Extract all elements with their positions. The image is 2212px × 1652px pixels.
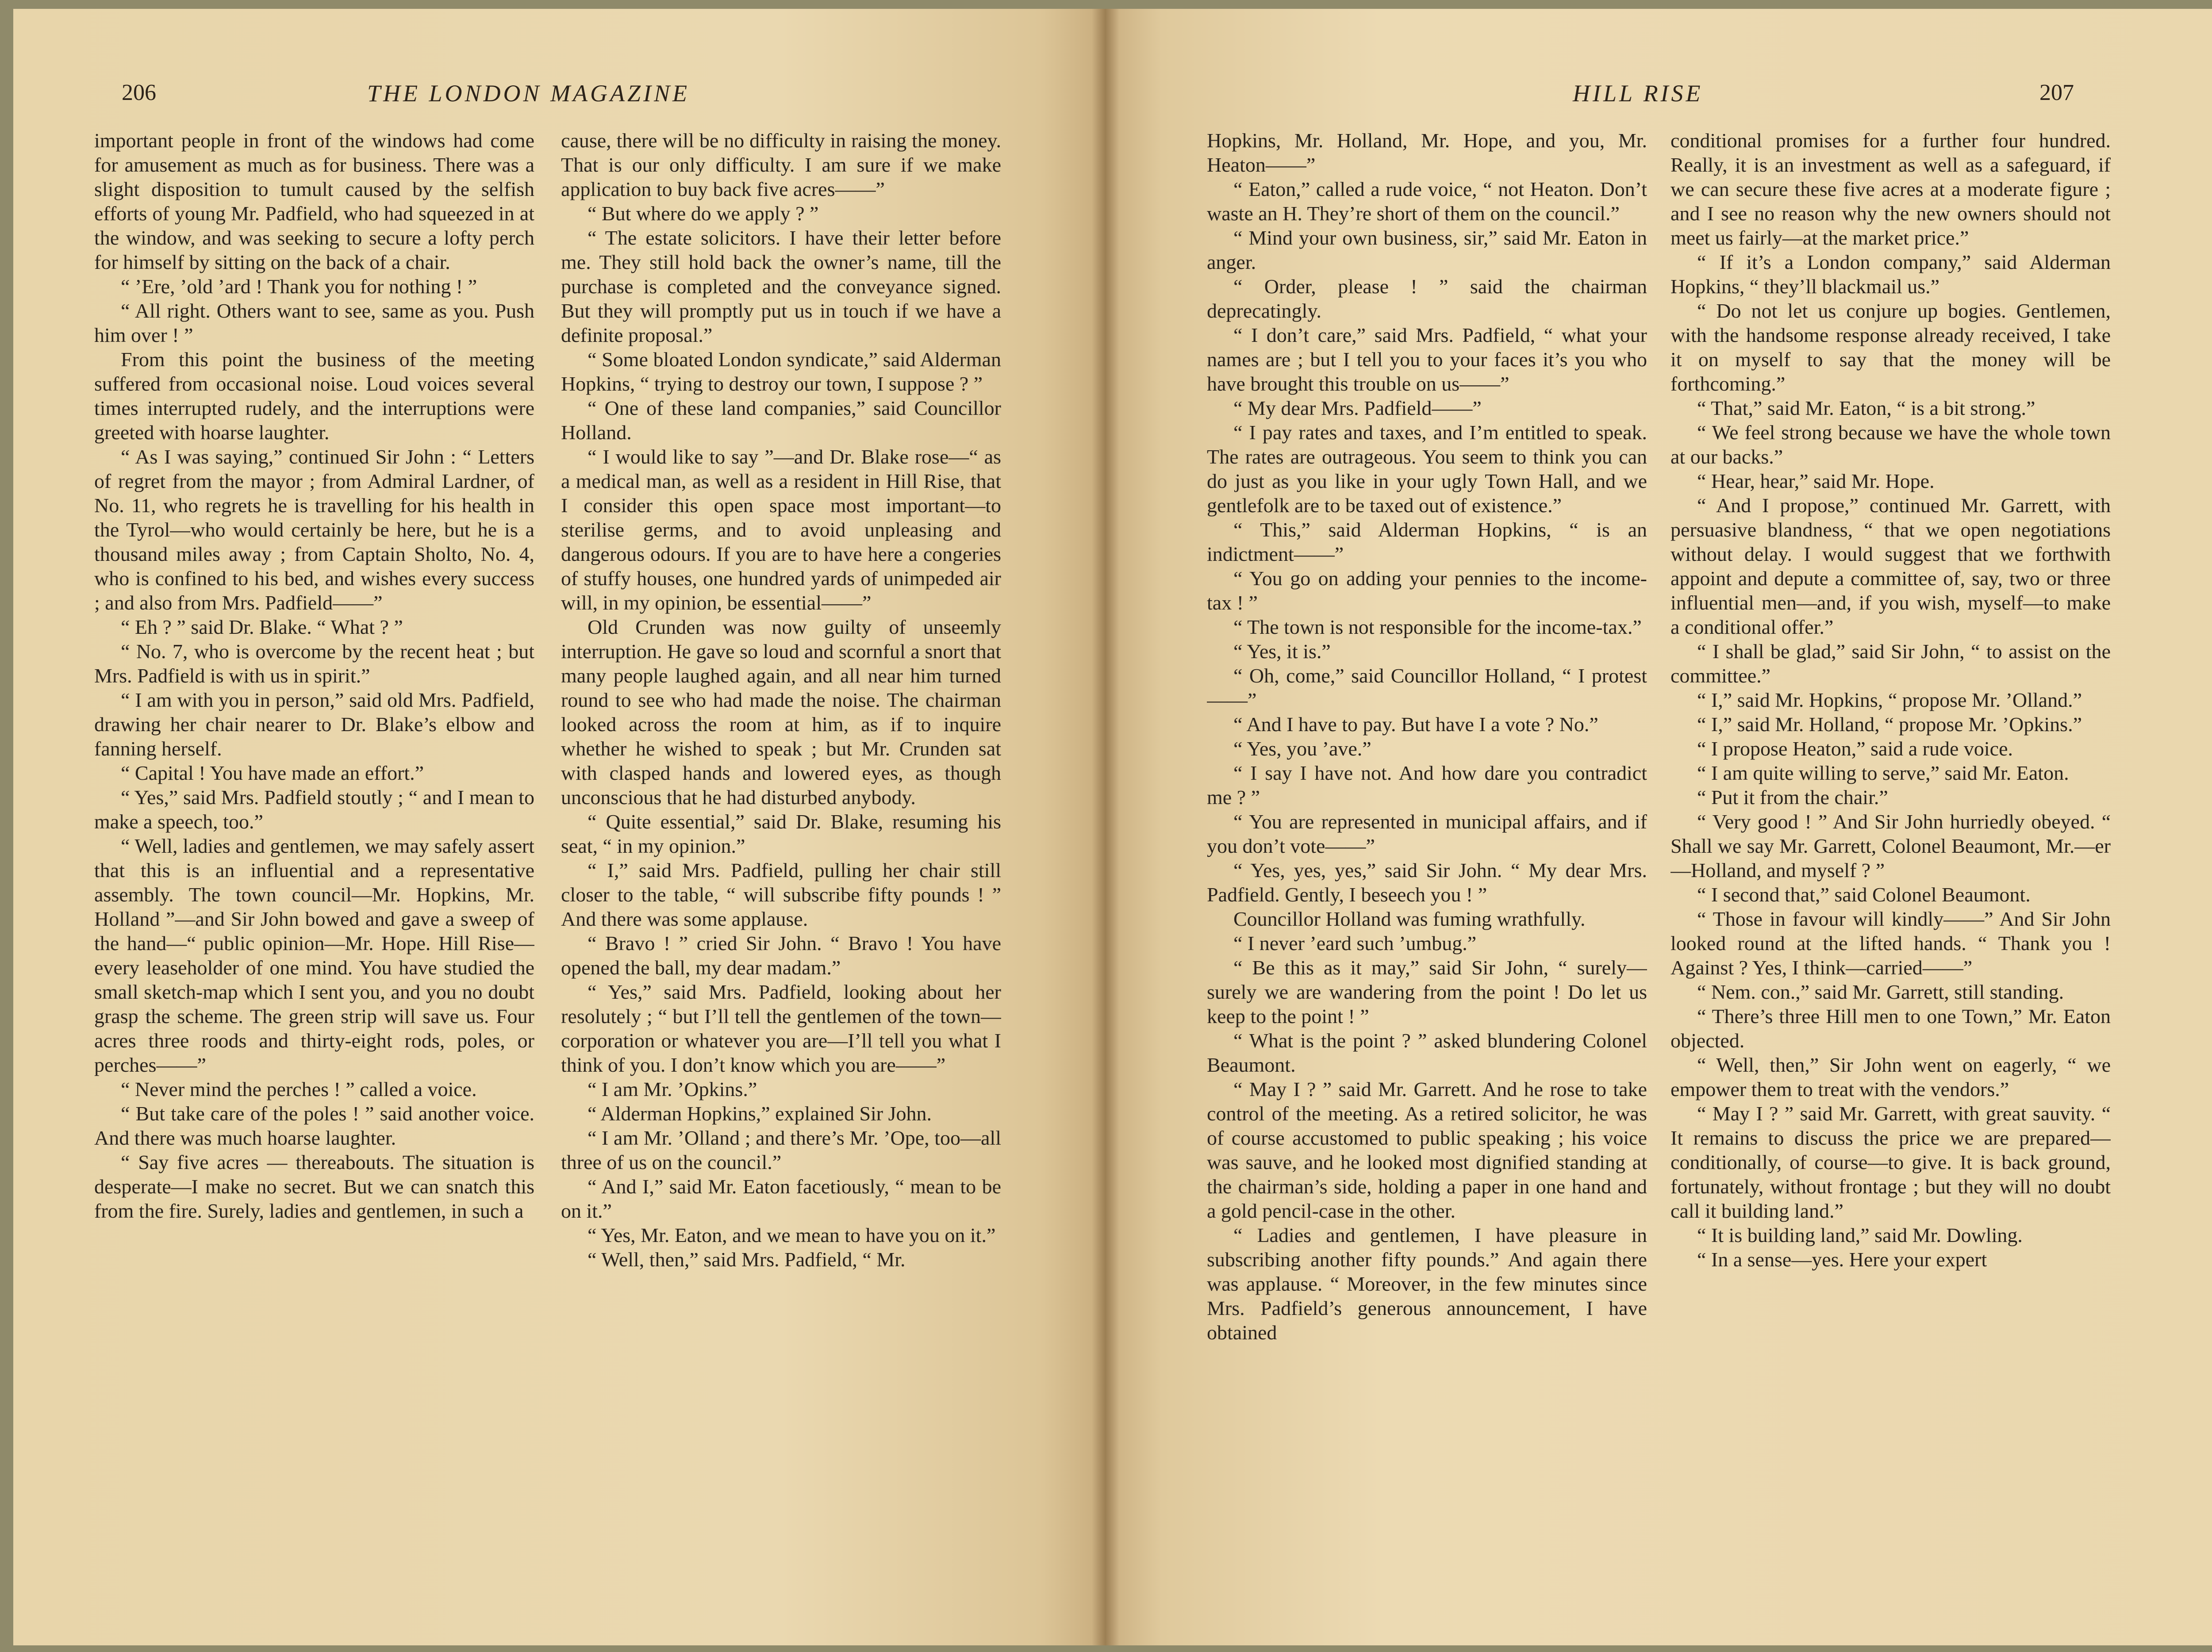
paragraph: “ May I ? ” said Mr. Garrett, with great sauvity. “ It remains to discuss the price we are prepared—conditionally, of course—to give. It is back ground, fortunately, without frontage ; but they will no doubt call it building land.”	[1671, 1102, 2111, 1222]
paragraph: “ I say I have not. And how dare you contradict me ? ”	[1207, 762, 1647, 809]
paragraph: “ There’s three Hill men to one Town,” Mr. Eaton objected.	[1671, 1005, 2111, 1052]
paragraph: “ Quite essential,” said Dr. Blake, resuming his seat, “ in my opinion.”	[561, 810, 1001, 857]
paragraph: “ Say five acres — thereabouts. The situation is desperate—I make no secret. But we can snatch this from the fire. Surely, ladies and gentlemen, in such a	[94, 1151, 534, 1222]
paragraph: “ Eh ? ” said Dr. Blake. “ What ? ”	[121, 616, 403, 638]
paragraph: “ And I propose,” continued Mr. Garrett, with persuasive blandness, “ that we open negotiations without delay. I would suggest that we forthwith appoint and depute a committee of, say, two or three influential men—and, if you wish, myself—to make a conditional offer.”	[1671, 494, 2111, 638]
paragraph: “ All right. Others want to see, same as you. Push him over ! ”	[94, 299, 534, 346]
left-column-1	[94, 128, 534, 1641]
paragraph: “ Hear, hear,” said Mr. Hope.	[1697, 470, 1935, 492]
paragraph: “ I am with you in person,” said old Mrs. Padfield, drawing her chair nearer to Dr. Blake’s elbow and fanning herself.	[94, 689, 534, 760]
paragraph: “ Order, please ! ” said the chairman deprecatingly.	[1207, 275, 1647, 322]
paragraph: “ Yes, yes, yes,” said Sir John. “ My dear Mrs. Padfield. Gently, I beseech you ! ”	[1207, 859, 1647, 906]
paragraph: “ I second that,” said Colonel Beaumont.	[1697, 883, 2031, 906]
paragraph: “ Ladies and gentlemen, I have pleasure in subscribing another fifty pounds.” And again there was applause. “ Moreover, in the few minutes since Mrs. Padfield’s generous announcement, I have obtained	[1207, 1224, 1647, 1344]
paragraph: “ Very good ! ” And Sir John hurriedly obeyed. “ Shall we say Mr. Garrett, Colonel Beaumont, Mr.—er—Holland, and myself ? ”	[1671, 810, 2111, 882]
paragraph: “ We feel strong because we have the whole town at our backs.”	[1671, 421, 2111, 468]
paragraph: “ One of these land companies,” said Councillor Holland.	[561, 397, 1001, 444]
right-running-head: HILL RISE	[1573, 80, 1703, 107]
paragraph: “ Put it from the chair.”	[1697, 786, 1888, 809]
paragraph: cause, there will be no difficulty in raising the money. That is our only difficulty. I am sure if we make application to buy back five acres——”	[561, 129, 1001, 200]
paragraph: “ I,” said Mr. Hopkins, “ propose Mr. ’Olland.”	[1697, 689, 2082, 711]
paragraph: conditional promises for a further four hundred. Really, it is an investment as well as a safeguard, if we can secure these five acres at a moderate figure ; and I see no reason why the new owners should not meet us fairly—at the market price.”	[1671, 129, 2111, 249]
paragraph: “ It is building land,” said Mr. Dowling.	[1697, 1224, 2023, 1246]
paragraph: “ But where do we apply ? ”	[588, 202, 819, 225]
paragraph: “ The town is not responsible for the income-tax.”	[1233, 616, 1642, 638]
paragraph: “ Mind your own business, sir,” said Mr. Eaton in anger.	[1207, 226, 1647, 273]
paragraph: “ I,” said Mr. Holland, “ propose Mr. ’Opkins.”	[1697, 713, 2082, 736]
right-column-1	[1207, 128, 1647, 1641]
paragraph: “ You are represented in municipal affairs, and if you don’t vote——”	[1207, 810, 1647, 857]
paragraph: “ I am quite willing to serve,” said Mr. Eaton.	[1697, 762, 2069, 784]
paragraph: “ I shall be glad,” said Sir John, “ to assist on the committee.”	[1671, 640, 2111, 687]
paragraph: “ As I was saying,” continued Sir John : “ Letters of regret from the mayor ; from Admiral Lardner, of No. 11, who regrets he is travelling for his health in the Tyrol—who would certainly be here, but he is a thousand miles away ; from Captain Sholto, No. 4, who is confined to his bed, and wishes every success ; and also from Mrs. Padfield——”	[94, 445, 534, 614]
paragraph: “ And I,” said Mr. Eaton facetiously, “ mean to be on it.”	[561, 1175, 1001, 1222]
paragraph: “ Be this as it may,” said Sir John, “ surely—surely we are wandering from the point ! Do let us keep to the point ! ”	[1207, 956, 1647, 1027]
paragraph: “ And I have to pay. But have I a vote ? No.”	[1233, 713, 1598, 736]
paragraph: “ That,” said Mr. Eaton, “ is a bit strong.”	[1697, 397, 2035, 419]
paragraph: “ I propose Heaton,” said a rude voice.	[1697, 737, 2013, 760]
paragraph: “ Well, then,” said Mrs. Padfield, “ Mr.	[588, 1248, 906, 1271]
left-page	[13, 9, 1106, 1645]
paragraph: Old Crunden was now guilty of unseemly interruption. He gave so loud and scornful a snort that many people laughed again, and all near him turned round to see who had made the noise. The chairman looked across the room at him, as if to inquire whether he wished to speak ; but Mr. Crunden sat with clasped hands and lowered eyes, as though unconscious that he had disturbed anybody.	[561, 616, 1001, 809]
paragraph: “ I am Mr. ’Olland ; and there’s Mr. ’Ope, too—all three of us on the council.”	[561, 1127, 1001, 1173]
paragraph: “ I,” said Mrs. Padfield, pulling her chair still closer to the table, “ will subscribe fifty pounds ! ” And there was some applause.	[561, 859, 1001, 930]
paragraph: “ No. 7, who is overcome by the recent heat ; but Mrs. Padfield is with us in spirit.”	[94, 640, 534, 687]
paragraph: important people in front of the windows had come for amusement as much as for business. There was a slight disposition to tumult caused by the selfish efforts of young Mr. Padfield, who had squeezed in at the window, and was seeking to secure a lofty perch for himself by sitting on the back of a chair.	[94, 129, 534, 273]
paragraph: “ Yes,” said Mrs. Padfield stoutly ; “ and I mean to make a speech, too.”	[94, 786, 534, 833]
paragraph: Hopkins, Mr. Holland, Mr. Hope, and you, Mr. Heaton——”	[1207, 129, 1647, 176]
right-page-number: 207	[2039, 80, 2074, 105]
paragraph: “ Nem. con.,” said Mr. Garrett, still standing.	[1697, 981, 2064, 1003]
paragraph: “ Yes, you ’ave.”	[1233, 737, 1371, 760]
right-column-2	[1671, 128, 2111, 1641]
paragraph: “ Eaton,” called a rude voice, “ not Heaton. Don’t waste an H. They’re short of them on the council.”	[1207, 178, 1647, 225]
paragraph: “ Oh, come,” said Councillor Holland, “ I protest——”	[1207, 664, 1647, 711]
paragraph: “ Yes, it is.”	[1233, 640, 1331, 663]
paragraph: “ I pay rates and taxes, and I’m entitled to speak. The rates are outrageous. You seem to think you can do just as you like in your ugly Town Hall, and we gentlefolk are to be taxed out of existence.”	[1207, 421, 1647, 517]
paragraph: “ This,” said Alderman Hopkins, “ is an indictment——”	[1207, 518, 1647, 565]
left-running-head: THE LONDON MAGAZINE	[367, 80, 690, 107]
right-page	[1106, 9, 2212, 1645]
paragraph: “ Those in favour will kindly——” And Sir John looked round at the lifted hands. “ Thank you ! Against ? Yes, I think—carried——”	[1671, 908, 2111, 979]
paragraph: “ I don’t care,” said Mrs. Padfield, “ what your names are ; but I tell you to your faces it’s you who have brought this trouble on us——”	[1207, 324, 1647, 395]
paragraph: “ Yes, Mr. Eaton, and we mean to have you on it.”	[588, 1224, 996, 1246]
left-column-2	[561, 128, 1001, 1641]
paragraph: “ I would like to say ”—and Dr. Blake rose—“ as a medical man, as well as a resident in Hill Rise, that I consider this open space most important—to sterilise germs, and to avoid unpleasing and dangerous odours. If you are to have here a congeries of stuffy houses, one hundred yards of unimpeded air will, in my opinion, be essential——”	[561, 445, 1001, 614]
paragraph: “ Well, ladies and gentlemen, we may safely assert that this is an influential and a representative assembly. The town council—Mr. Hopkins, Mr. Holland ”—and Sir John bowed and gave a sweep of the hand—“ public opinion—Mr. Hope. Hill Rise—every leaseholder of one mind. You have studied the small sketch-map which I sent you, and you no doubt grasp the scheme. The green strip will save us. Four acres three roods and thirty-eight rods, poles, or perches——”	[94, 835, 534, 1076]
paragraph: “ In a sense—yes. Here your expert	[1697, 1248, 1987, 1271]
paragraph: “ I am Mr. ’Opkins.”	[588, 1078, 757, 1100]
paragraph: “ Bravo ! ” cried Sir John. “ Bravo ! You have opened the ball, my dear madam.”	[561, 932, 1001, 979]
paragraph: “ But take care of the poles ! ” said another voice. And there was much hoarse laughter.	[94, 1102, 534, 1149]
paragraph: “ Well, then,” Sir John went on eagerly, “ we empower them to treat with the vendors.”	[1671, 1054, 2111, 1100]
paragraph: “ If it’s a London company,” said Alderman Hopkins, “ they’ll blackmail us.”	[1671, 251, 2111, 298]
paragraph: “ May I ? ” said Mr. Garrett. And he rose to take control of the meeting. As a retired solicitor, he was of course accustomed to public speaking ; his voice was sauve, and he looked most dignified standing at the chairman’s side, holding a paper in one hand and a gold pencil-case in the other.	[1207, 1078, 1647, 1222]
paragraph: “ Some bloated London syndicate,” said Alderman Hopkins, “ trying to destroy our town, I suppose ? ”	[561, 348, 1001, 395]
paragraph: “ The estate solicitors. I have their letter before me. They still hold back the owner’s name, till the purchase is completed and the conveyance signed. But they will promptly put us in touch if we have a definite proposal.”	[561, 226, 1001, 346]
paragraph: “ Capital ! You have made an effort.”	[121, 762, 424, 784]
paragraph: “ What is the point ? ” asked blundering Colonel Beaumont.	[1207, 1029, 1647, 1076]
paragraph: “ My dear Mrs. Padfield——”	[1233, 397, 1482, 419]
paragraph: Councillor Holland was fuming wrathfully.	[1233, 908, 1586, 930]
paragraph: “ Alderman Hopkins,” explained Sir John.	[588, 1102, 932, 1125]
paragraph: “ ’Ere, ’old ’ard ! Thank you for nothing ! ”	[121, 275, 477, 298]
left-page-number: 206	[122, 80, 156, 105]
page-gutter	[1092, 9, 1119, 1645]
paragraph: “ Do not let us conjure up bogies. Gentlemen, with the handsome response already received, I take it on myself to say that the money will be forthcoming.”	[1671, 299, 2111, 395]
paragraph: From this point the business of the meeting suffered from occasional noise. Loud voices several times interrupted rudely, and the interruptions were greeted with hoarse laughter.	[94, 348, 534, 444]
paragraph: “ Yes,” said Mrs. Padfield, looking about her resolutely ; “ but I’ll tell the gentlemen of the town—corporation or whatever you are—I’ll tell you what I think of you. I don’t know which you are——”	[561, 981, 1001, 1076]
paragraph: “ I never ’eard such ’umbug.”	[1233, 932, 1477, 954]
paragraph: “ You go on adding your pennies to the income-tax ! ”	[1207, 567, 1647, 614]
paragraph: “ Never mind the perches ! ” called a voice.	[121, 1078, 477, 1100]
